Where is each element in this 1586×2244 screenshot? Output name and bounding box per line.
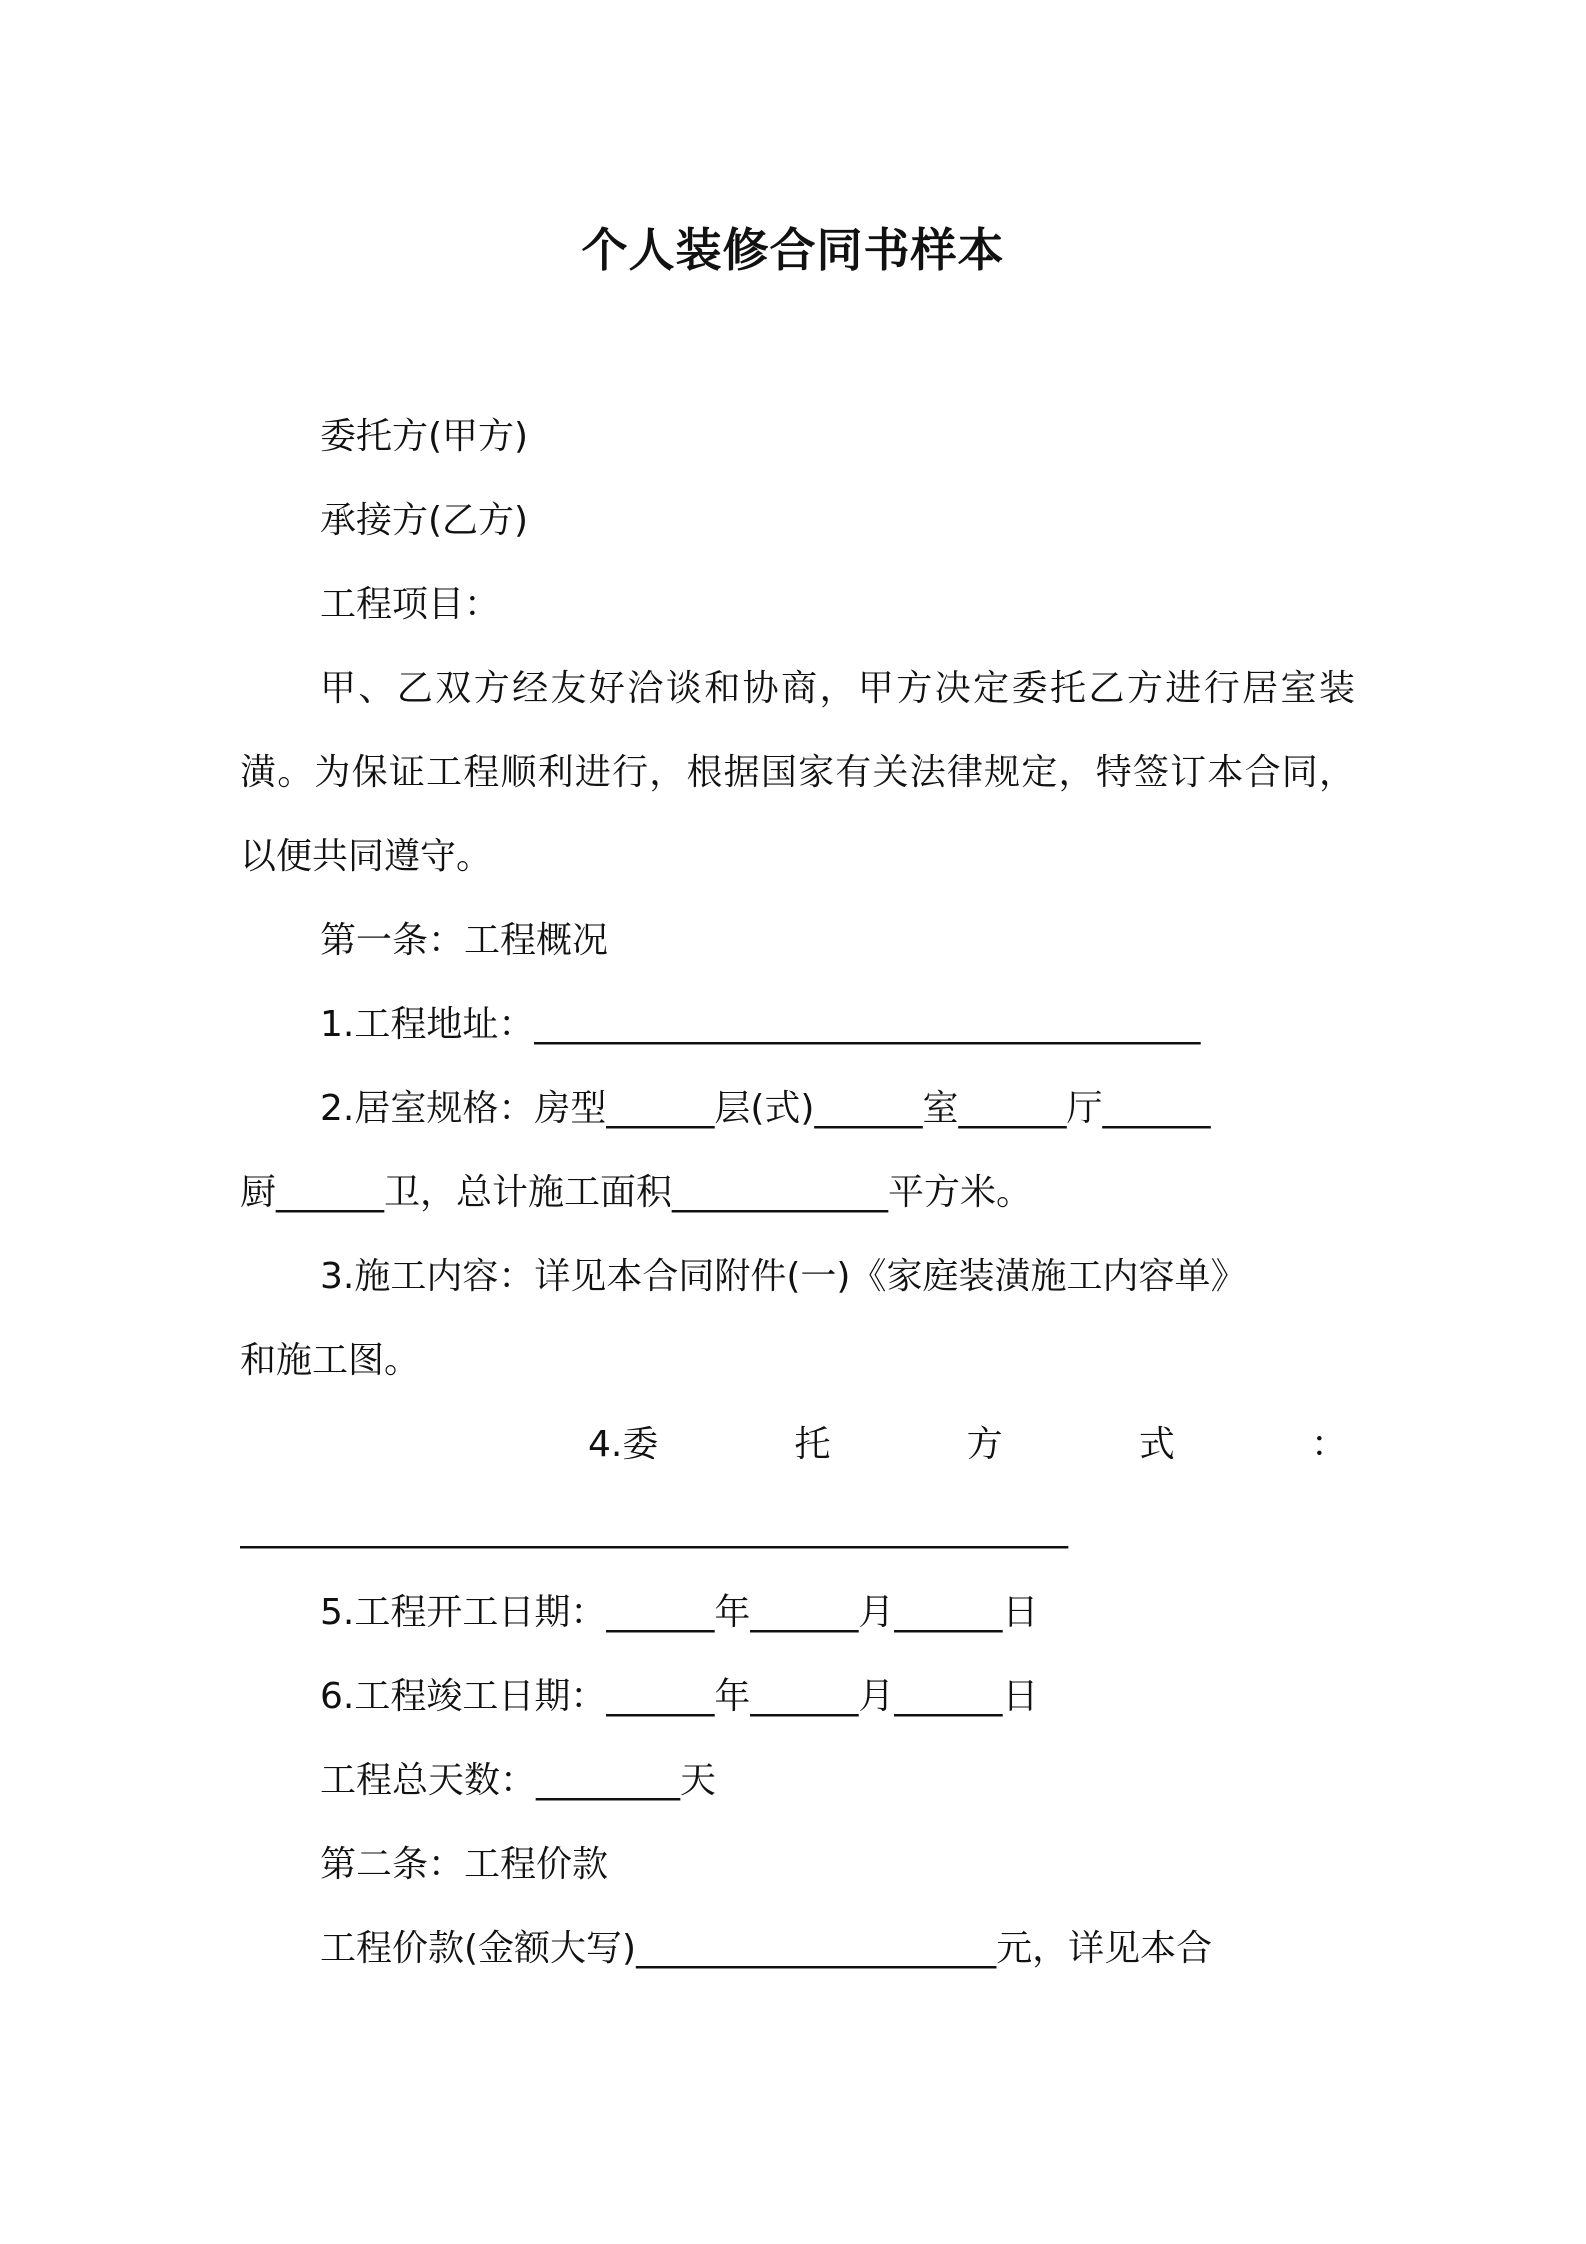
document-title: 个人装修合同书样本: [581, 223, 1005, 277]
document-body: [240, 395, 1355, 1991]
project-line: 工程项目：: [320, 584, 501, 625]
item-6-end-date: 6.工程竣工日期：______年______月______日: [320, 1676, 1039, 1717]
item-4-char: 方: [966, 1424, 1003, 1465]
item-4-commission-method: [240, 1403, 1355, 1487]
article-1-heading: 第一条：工程概况: [320, 920, 609, 961]
article-2-heading: 第二条：工程价款: [320, 1844, 609, 1885]
item-4-char: 式: [1138, 1424, 1175, 1465]
item-3-content-line-1: 3.施工内容：详见本合同附件(一)《家庭装潢施工内容单》: [320, 1256, 1247, 1297]
item-2-spec-line-1: 2.居室规格：房型______层(式)______室______厅______: [320, 1088, 1211, 1129]
item-4-blank-line: ______________________________________________: [240, 1508, 1068, 1549]
item-3-content-line-2: 和施工图。: [240, 1340, 421, 1381]
party-b-line: 承接方(乙方): [320, 500, 529, 541]
party-a-line: 委托方(甲方): [320, 416, 529, 457]
price-line: 工程价款(金额大写)____________________元，详见本合: [320, 1928, 1213, 1969]
item-2-spec-line-2: 厨______卫，总计施工面积____________平方米。: [240, 1172, 1033, 1213]
item-4-char: 4.委: [588, 1424, 659, 1465]
item-4-char: 托: [794, 1424, 831, 1465]
item-4-char: ：: [1310, 1424, 1347, 1465]
preamble-paragraph: 甲、乙双方经友好洽谈和协商，甲方决定委托乙方进行居室装潢。为保证工程顺利进行，根据国家有关法律规定，特签订本合同，以便共同遵守。: [240, 668, 1355, 877]
item-1-address: 1.工程地址：_____________________________________: [320, 1004, 1201, 1045]
total-days-line: 工程总天数：________天: [320, 1760, 717, 1801]
item-5-start-date: 5.工程开工日期：______年______月______日: [320, 1592, 1039, 1633]
